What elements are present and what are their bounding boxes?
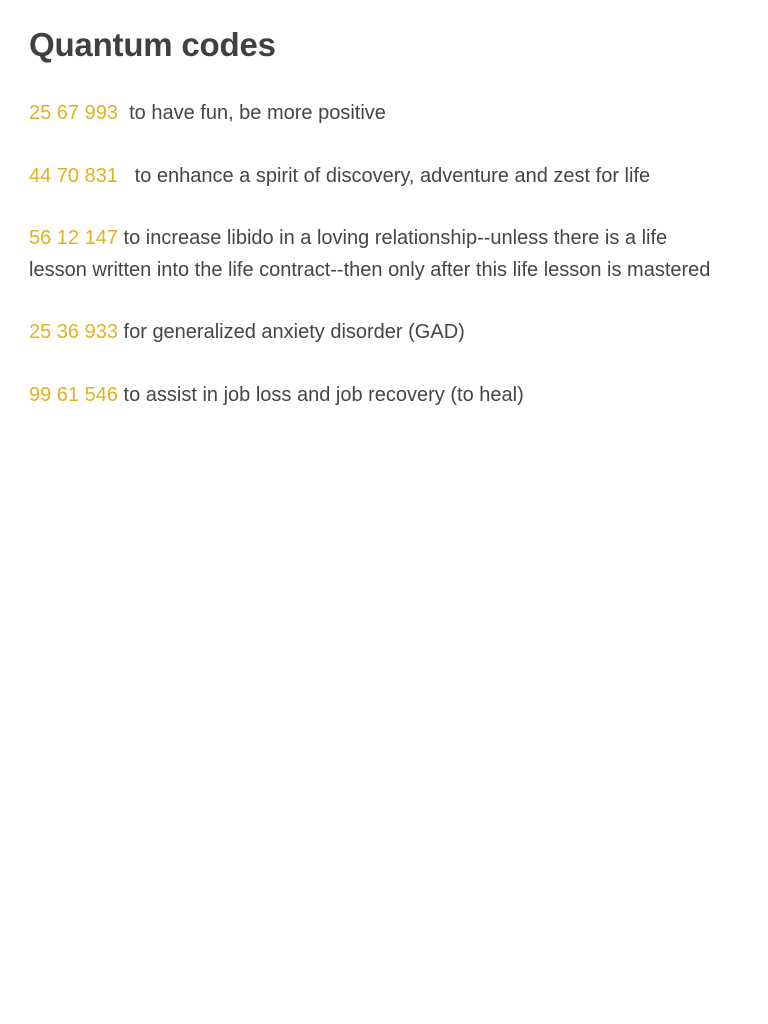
- note-page: [0, 0, 768, 411]
- quantum-code: 56 12 147: [29, 227, 118, 249]
- code-description: to enhance a spirit of discovery, adventure and zest for life: [117, 164, 651, 187]
- code-description: for generalized anxiety disorder (GAD): [117, 321, 465, 343]
- code-description: to assist in job loss and job recovery (to heal): [117, 383, 524, 406]
- code-entry: [29, 223, 728, 286]
- note-title: Quantum codes: [29, 26, 276, 63]
- code-description: to have fun, be more positive: [117, 102, 386, 124]
- code-list: [29, 98, 728, 411]
- code-entry: [29, 317, 728, 349]
- code-entry: [29, 98, 728, 130]
- code-entry: [29, 380, 728, 412]
- code-entry: [29, 161, 728, 193]
- quantum-code: 25 36 933: [29, 321, 118, 343]
- quantum-code: 25 67 993: [29, 102, 118, 124]
- quantum-code: 99 61 546: [29, 383, 118, 406]
- quantum-code: 44 70 831: [29, 164, 118, 187]
- code-description: to increase libido in a loving relationship--unless there is a life lesson written into the life contract--then only after this life lesson is mastered: [29, 227, 711, 281]
